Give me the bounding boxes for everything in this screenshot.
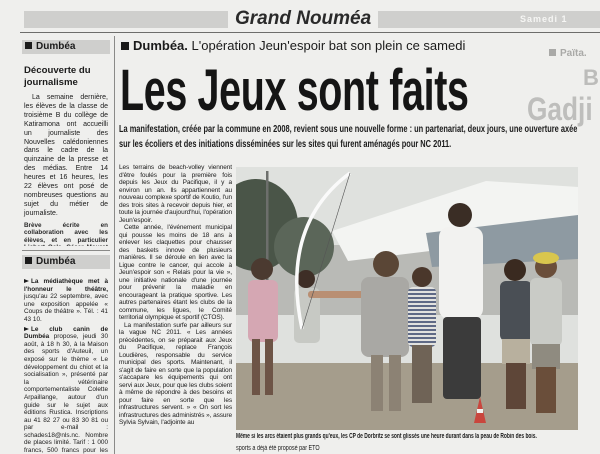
square-bullet-icon [25,257,32,264]
agenda-item-lead: Le club canin de Dumbéa [24,325,108,341]
child-shorts [532,344,560,369]
header-rule [20,32,600,33]
agenda-tag: Dumbéa [36,256,76,267]
agenda-item [24,326,108,454]
child-body [500,281,532,341]
sidebar-separator [22,250,110,251]
square-bullet-icon [25,42,32,49]
child-head [297,270,315,288]
article-paragraph: La manifestation surfe par ailleurs sur la vague NC 2011. « Les années précédentes, on se préparait aux Jeux du Pacifique, replace François Loudières, responsable du service municipal des sports. Maintenant, il s'agit de faire en sorte que la population s'accapare les équipements qui ont servi aux Jeux, pour que les clubs soient à même de répondre à des besoins et pour faire en sorte que les infrastructures servent. » « On sort les infrastructures des administrés », assure Sylvia Sylvain, l'adjointe au [119,321,232,426]
photo-cone-band [477,409,483,413]
child-legs [412,345,432,403]
archer-leg-right [389,355,401,411]
brief-title: Découverte du journalisme [24,65,91,88]
photo-tree-left-small [274,217,334,277]
brief-credit: Brève écrite en collaboration avec les élèves, et en particulier [24,221,108,244]
child-leg-left [252,339,260,395]
woman-shirt [439,227,483,319]
woman-pants [443,317,481,399]
child-leg-right [265,339,273,395]
article-standfirst: La manifestation, créée par la commune en 2008, revient sous une nouvelle forme : un partenariat, deux jours, une ouverture axée sur les écoliers et des initiations disséminées sur les sites qui furent aménagés pour NC 2011. [119,124,578,150]
archer-leg-left [371,355,383,411]
child-legs [506,363,526,409]
arrow-icon [24,279,29,283]
agenda-item-text: propose, jeudi 30 août, à 18 h 30, à la Maison des sports d'Auteuil, un exposé sur le thème « Le développement du chiot et la socialisation », présenté par la vétérinaire comportementaliste Colette Arpaillange, autour d'un guide sur le sujet aux éditions Rustica. Inscriptions au 41 82 27 ou 83 30 81 ou par e-mail : schades18@nls.nc. Nombre de places limité. Tarif : 1 000 francs, 500 francs pour les [24,333,108,454]
article-photo [236,167,578,430]
arrow-icon [24,327,29,331]
agenda-item [24,278,108,324]
adjacent-page-tag [549,48,587,60]
section-title: Grand Nouméa [228,8,378,30]
column-rule [114,36,115,454]
photo-adult-woman [439,203,483,399]
archer-body [361,277,409,357]
child-body [248,280,278,342]
square-bullet-icon [121,42,129,50]
woman-head [448,203,472,227]
child-shorts [502,339,530,364]
child-head [412,267,432,287]
agenda-item-lead: La médiathèque met à l'honneur le théâtre, [24,278,108,293]
article-headline: Les Jeux sont faits [120,58,469,123]
child-body [408,287,436,347]
child-head [504,259,526,281]
article-continuation: sports a déjà été proposé par ETO [236,445,320,452]
date-fragment: Samedi 1 [520,14,568,24]
article-body-column [119,164,232,454]
article-paragraph: Cette année, l'événement municipal qui pousse les moins de 18 ans à enlever les claquettes pour chausser des baskets innove de plusieurs manières. Il se déroule en lien avec la Ligue contre le cancer, qui accole à Jeun'espoir son « Relais pour la vie », une initiative nationale d'une journée pour prévenir la maladie en encourageant la pratique sportive. Les autres partenaires étant les clubs de la commune, les ligues, le Comité territorial olympique et sportif (CTOS). [119,224,232,321]
brief-body: La semaine dernière, les élèves de la classe de troisième B du collège de Katiramona ont accueilli un journaliste des Nouvelles calédoniennes dans le cadre de la quinzaine de la presse et des médias. Entre 14 heures et 16 heures, les 22 élèves ont posé de nombreuses questions au sujet du métier de journaliste. [24,94,108,217]
agenda-tag-bar [22,255,110,269]
article-tag: Dumbéa. [133,38,188,53]
brief-tag-bar [22,40,110,54]
adjacent-tag-text: Païta. [560,48,587,59]
child-legs [536,367,556,413]
photo-ground [236,363,578,430]
photo-child-striped-shirt [408,267,436,403]
article-kicker-text: L'opération Jeun'espoir bat son plein ce samedi [191,38,466,53]
adjacent-page-letter: B [583,65,599,90]
sidebar-brief [22,40,110,246]
child-head [251,258,273,280]
article-paragraph: Les terrains de beach-volley viennent d'être foulés pour la première fois depuis les Jeux du Pacifique, il y a environ un an. Ils appartiennent au nouveau complexe sportif de Koutio, l'un des trois sites à recevoir depuis hier, et toute la journée d'aujourd'hui, l'opération Jeun'espoir. [119,164,232,224]
agenda-item-text: jusqu'au 22 septembre, avec une exposition appelée « Coups de théâtre ». Tél. : 41 43 10. [24,293,108,323]
article-kicker [121,38,465,54]
brief-tag: Dumbéa [36,41,76,52]
archer-arm [308,291,366,298]
child-body [530,278,562,346]
yellow-cap [533,252,559,264]
square-bullet-icon [549,49,556,56]
sidebar-agenda [22,255,110,454]
photo-scene [236,167,578,430]
adjacent-page-headline: Gadji [527,91,593,127]
photo-caption: Même si les arcs étaient plus grands qu'eux, les CP de Dorbritz se sont glissés une heure durant dans la peau de Robin des bois. [236,433,537,440]
archer-head [373,251,399,277]
